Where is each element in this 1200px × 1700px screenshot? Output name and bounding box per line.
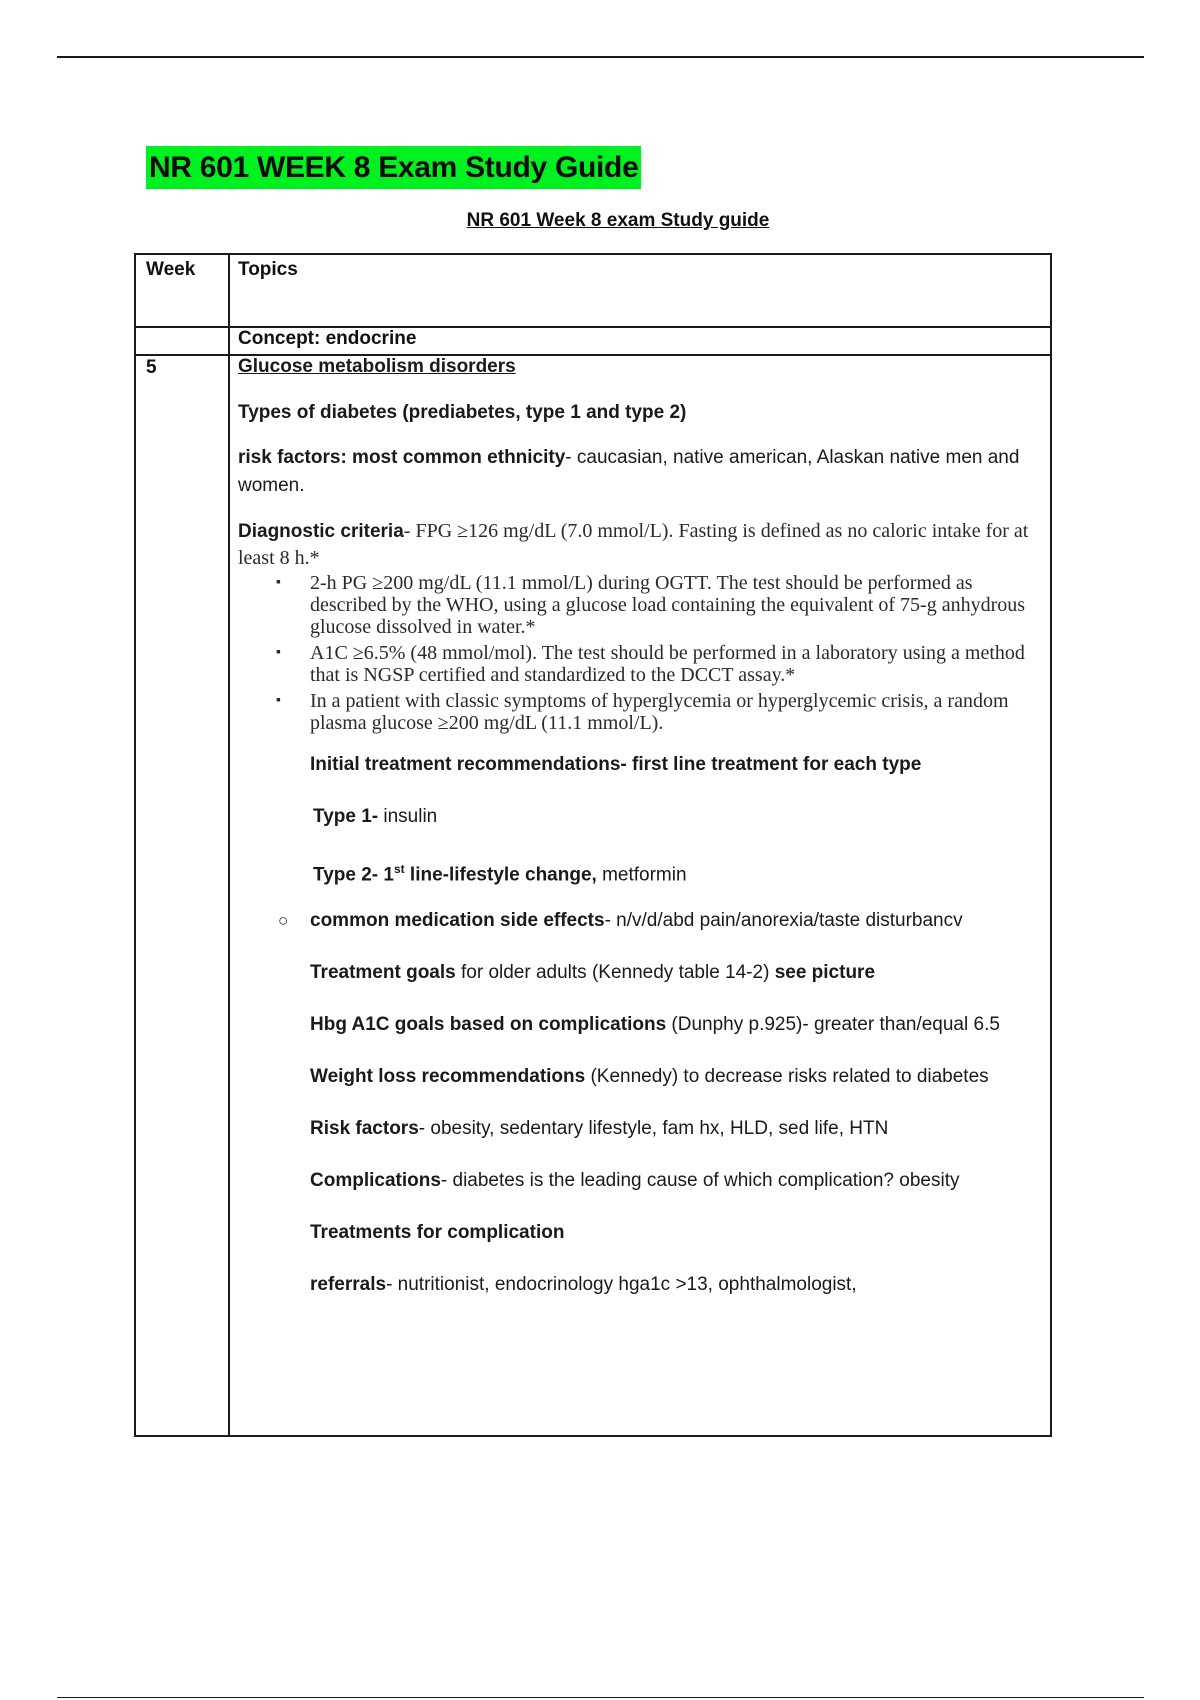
criteria-text: 2-h PG ≥200 mg/dL (11.1 mmol/L) during OGTT. The test should be performed as described by the WHO, using a glucose load containing the equivalent of 75-g anhydrous glucose dissolved in water.* xyxy=(310,572,1026,638)
week-column-header: Week xyxy=(146,259,196,280)
risk-text: - caucasian, native american, Alaskan native men and women. xyxy=(238,447,1020,496)
topics-content xyxy=(238,356,1038,1324)
treatments-for-complication: Treatments for complication xyxy=(310,1222,565,1243)
column-divider xyxy=(228,255,230,1435)
main-title: NR 601 WEEK 8 Exam Study Guide xyxy=(146,146,641,189)
bottom-rule xyxy=(57,1697,1144,1698)
medication-side-effects: ○ common medication side effects- n/v/d/abd pain/anorexia/taste disturbancv xyxy=(310,908,1038,960)
bullet-icon: ▪ xyxy=(276,575,281,590)
top-rule xyxy=(57,56,1144,58)
diabetes-types: Types of diabetes (prediabetes, type 1 and type 2) xyxy=(238,402,687,423)
criteria-list xyxy=(238,572,1038,734)
list-item xyxy=(276,572,1038,638)
bullet-icon: ▪ xyxy=(276,645,281,660)
risk-label: risk factors: most common ethnicity xyxy=(238,447,566,468)
diag-label: Diagnostic criteria xyxy=(238,521,404,542)
topics-column-header: Topics xyxy=(238,259,298,280)
circle-bullet-icon: ○ xyxy=(278,911,289,930)
list-item xyxy=(276,642,1038,686)
bullet-icon: ▪ xyxy=(276,693,281,708)
diag-text: - FPG ≥126 mg/dL (7.0 mmol/L). Fasting is defined as no caloric intake for at least 8 h.* xyxy=(238,520,1029,569)
concept-label: Concept: endocrine xyxy=(238,328,417,349)
week-number: 5 xyxy=(146,357,157,378)
type2-treatment: Type 2- 1st line-lifestyle change, metformin xyxy=(313,862,687,886)
risk-factors-ethnicity xyxy=(238,444,1038,500)
referrals: referrals- nutritionist, endocrinology hga1c >13, ophthalmologist, xyxy=(310,1274,857,1295)
type1-treatment: Type 1- insulin xyxy=(313,806,438,827)
risk-factors: Risk factors- obesity, sedentary lifestyle, fam hx, HLD, sed life, HTN xyxy=(310,1118,889,1139)
study-guide-table xyxy=(134,253,1052,1437)
weight-loss: Weight loss recommendations (Kennedy) to decrease risks related to diabetes xyxy=(310,1066,989,1087)
initial-treatment: Initial treatment recommendations- first line treatment for each type xyxy=(310,754,922,775)
complications: Complications- diabetes is the leading cause of which complication? obesity xyxy=(310,1170,960,1191)
list-item xyxy=(276,690,1038,734)
criteria-text: A1C ≥6.5% (48 mmol/mol). The test should be performed in a laboratory using a method that is NGSP certified and standardized to the DCCT assay.* xyxy=(310,642,1025,686)
subtitle: NR 601 Week 8 exam Study guide xyxy=(466,210,770,231)
criteria-text: In a patient with classic symptoms of hyperglycemia or hyperglycemic crisis, a random plasma glucose ≥200 mg/dL (11.1 mmol/L). xyxy=(310,690,1009,734)
a1c-goals: Hbg A1C goals based on complications (Dunphy p.925)- greater than/equal 6.5 xyxy=(310,1014,1000,1035)
treatment-goals: Treatment goals for older adults (Kennedy table 14-2) see picture xyxy=(310,962,876,983)
section-heading: Glucose metabolism disorders xyxy=(238,356,516,377)
diagnostic-criteria xyxy=(238,518,1038,572)
